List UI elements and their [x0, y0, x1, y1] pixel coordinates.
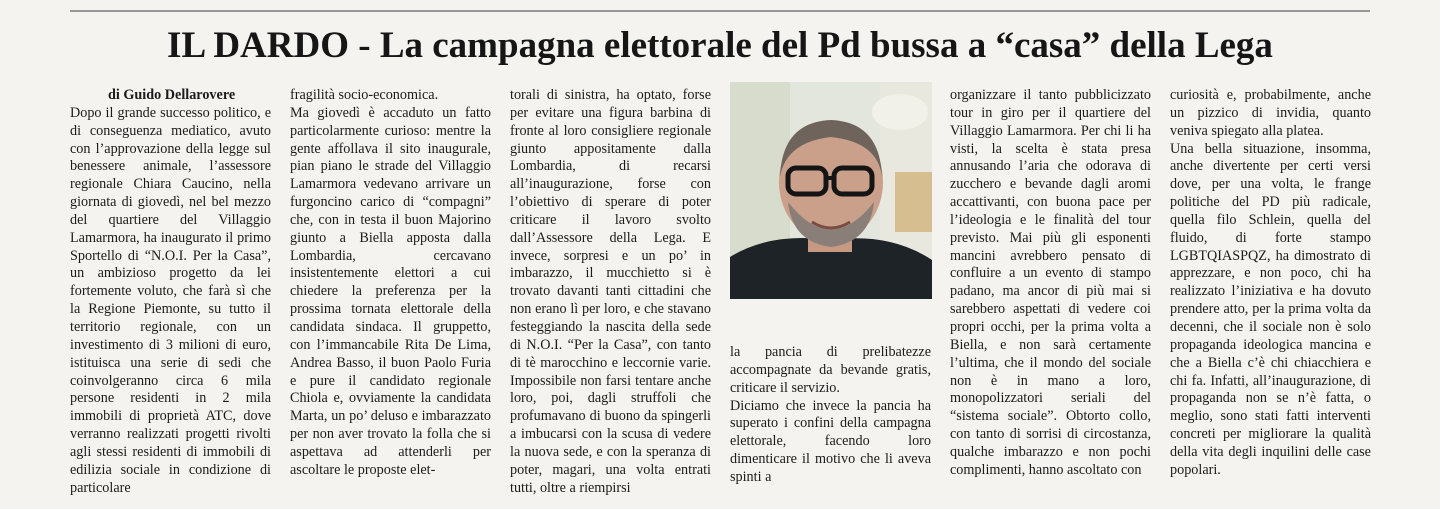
article-column-3 — [510, 87, 711, 497]
column-4-text: Diciamo che invece la pancia ha superato i confini della campagna elettorale, facendo loro dimenticare il motivo che li aveva spinti a — [730, 397, 931, 485]
article-column-4 — [730, 344, 931, 487]
article-column-5 — [950, 87, 1151, 480]
column-2-text-start: fragilità socio-economica. — [290, 87, 439, 103]
column-6-text-start: curiosità e, probabilmente, anche un pizzico di invidia, quanto veniva spiegato alla platea. — [1170, 87, 1371, 139]
article-headline: IL DARDO - La campagna elettorale del Pd bussa a “casa” della Lega — [167, 25, 1273, 66]
top-rule — [70, 10, 1370, 12]
article-column-1 — [70, 87, 271, 497]
column-4-text-start: la pancia di prelibatezze accompagnate da bevande gratis, criticare il servizio. — [730, 344, 931, 396]
article-column-6 — [1170, 87, 1371, 480]
portrait-illustration — [730, 82, 932, 299]
author-photo — [730, 82, 932, 299]
column-3-text: torali di sinistra, ha optato, forse per evitare una figura barbina di fronte al loro consigliere regionale giunto appositamente dalla Lombardia, di recarsi all’inaugurazione, forse con l’obiettivo di sperare di poter criticare il lavoro svolto dall’Assessore della Lega. E invece, sorpresi e un po’ in imbarazzo, il mucchietto si è trovato davanti tanti cittadini che non erano lì per loro, e che stavano festeggiando la nascita della sede di N.O.I. “Per la Casa”, con tanto di tè marocchino e leccornie varie. Impossibile non farsi tentare anche loro, poi, dagli struffoli che profumavano di buono da spingerli a imbucarsi con la scusa di vedere la nuova sede, e con la speranza di poter, magari, una volta entrati tutti, oltre a riempirsi — [510, 87, 711, 496]
byline: di Guido Dellarovere — [108, 87, 236, 103]
column-2-text: Ma giovedì è accaduto un fatto particolarmente curioso: mentre la gente affollava il sito inaugurale, pian piano le strade del Villaggio Lamarmora vedevano arrivare un furgoncino carico di “compagni” che, con in testa il buon Majorino giunto a Biella apposta dalla Lombardia, cercavano insistentemente elettori a cui chiedere la preferenza per la prossima tornata elettorale della candidata sindaca. Il gruppetto, con l’immancabile Rita De Lima, Andrea Basso, il buon Paolo Furia e pure il candidato regionale Chiola e, ovviamente la candidata Marta, un po’ deluso e imbarazzato per non aver trovato la folla che si aspettava ad attenderli per ascoltare le proposte elet- — [290, 104, 491, 478]
column-6-text: Una bella situazione, insomma, anche divertente per certi versi dove, per una volta, le frange politiche del PD più radicale, quella filo Schlein, quella del fluido, di forte stampo LGBTQIASPQZ, ha dimostrato di apprezzare, e non poco, chi ha realizzato l’iniziativa e ha dovuto prendere atto, per la prima volta da decenni, che il sociale non è solo propaganda ideologica mancina e che a Biella c’è chi chiacchiera e chi fa. Infatti, all’inaugurazione, di propaganda non se n’è fatta, o meglio, sono stati fatti interventi concreti per migliorare la qualità della vita degli inquilini delle case popolari. — [1170, 140, 1371, 478]
column-1-text: Dopo il grande successo politico, e di conseguenza mediatico, avuto con l’approvazione della legge sul benessere animale, l’assessore regionale Chiara Caucino, nella giornata di giovedì, nel bel mezzo del quartiere del Villaggio Lamarmora, ha inaugurato il primo Sportello di “N.O.I. Per la Casa”, un ambizioso progetto da lei fortemente voluto, che farà sì che la Regione Piemonte, su tutto il territorio regionale, con un investimento di 3 milioni di euro, istituisca una serie di sedi che coinvolgeranno circa 6 mila persone residenti in 2 mila immobili di proprietà ATC, dove verranno realizzati progetti rivolti agli stessi residenti di immobili di edilizia sociale in condizione di particolare — [70, 104, 271, 496]
column-5-text: organizzare il tanto pubblicizzato tour in giro per il quartiere del Villaggio Lamarmora. Per chi li ha visti, la scelta è stata presa annusando l’aria che odorava di zucchero e bevande dagli aromi accattivanti, con buona pace per l’ideologia e le finalità del tour previsto. Mai più gli esponenti mancini avrebbero pensato di confluire a un evento di stampo padano, ma ancor di più mai si sarebbero aspettati di vedere coi propri occhi, per la prima volta a Biella, e non sarà certamente l’ultima, che il mondo del sociale non è in mano a loro, monopolizzatori seriali del “sistema sociale”. Obtorto collo, con tanto di sorrisi di circostanza, qualche imbarazzo e non pochi complimenti, hanno ascoltato con — [950, 87, 1151, 478]
article-column-2 — [290, 87, 491, 480]
